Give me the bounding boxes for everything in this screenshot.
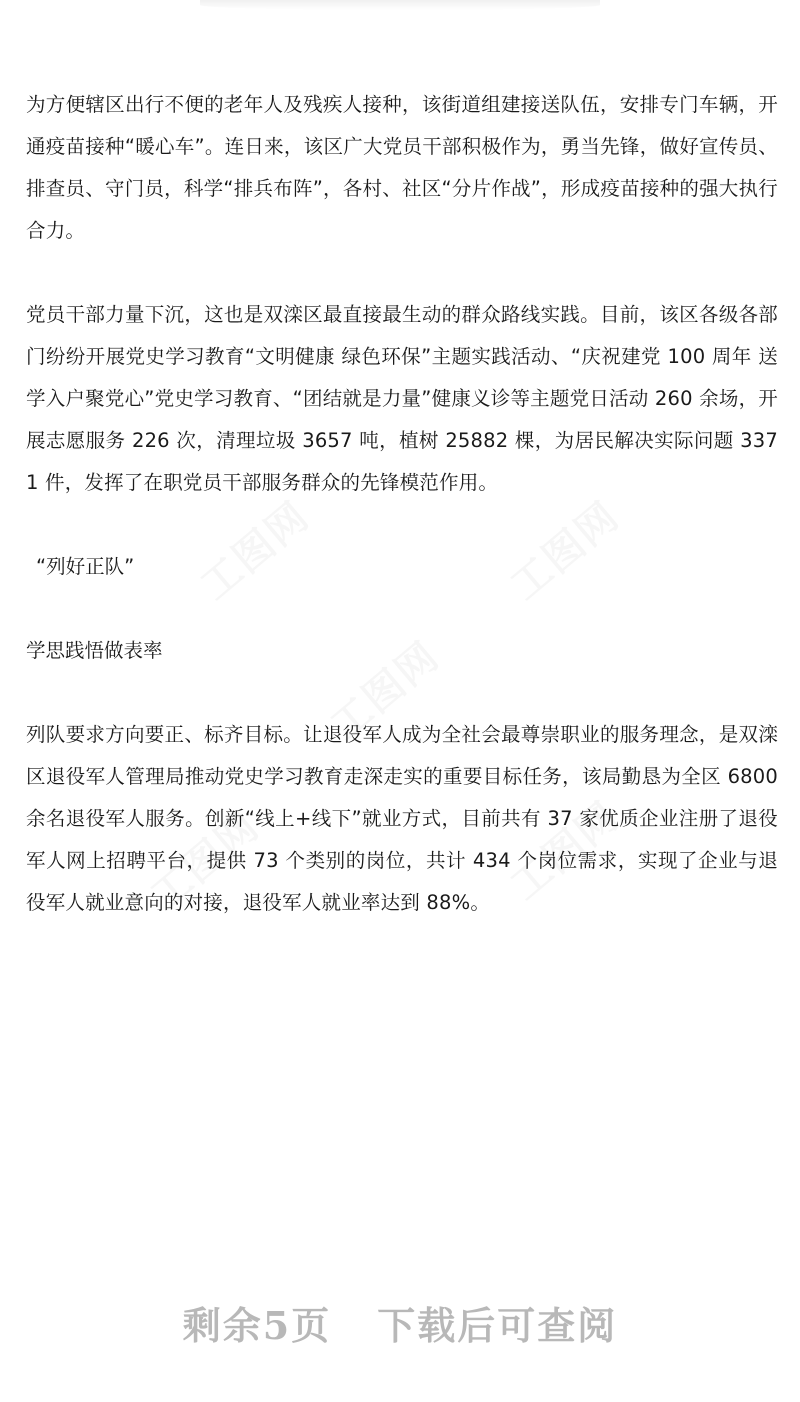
document-body	[26, 84, 778, 924]
paragraph-veterans: 列队要求方向要正、标齐目标。让退役军人成为全社会最尊崇职业的服务理念，是双滦区退役军人管理局推动党史学习教育走深走实的重要目标任务，该局勤恳为全区 6800 余名退役军人服务。创新“线上+线下”就业方式，目前共有 37 家优质企业注册了退役军人网上招聘平台，提供 73 个类别的岗位，共计 434 个岗位需求，实现了企业与退役军人就业意向的对接，退役军人就业率达到 88%。	[26, 723, 778, 914]
paragraph-party-activities: 党员干部力量下沉，这也是双滦区最直接最生动的群众路线实践。目前，该区各级各部门纷纷开展党史学习教育“文明健康 绿色环保”主题实践活动、“庆祝建党 100 周年 送学入户聚党心”党史学习教育、“团结就是力量”健康义诊等主题党日活动 260 余场，开展志愿服务 226 次，清理垃圾 3657 吨，植树 25882 棵，为居民解决实际问题 3371 件，发挥了在职党员干部服务群众的先锋模范作用。	[26, 303, 778, 494]
download-to-view-label: 下载后可查阅	[377, 1303, 618, 1348]
section-heading: “列好正队”	[36, 555, 135, 578]
remaining-pages-label: 剩余5页	[182, 1303, 332, 1348]
paragraph-vaccination: 为方便辖区出行不便的老年人及残疾人接种，该街道组建接送队伍，安排专门车辆，开通疫苗接种“暖心车”。连日来，该区广大党员干部积极作为，勇当先锋，做好宣传员、排查员、守门员，科学“排兵布阵”，各村、社区“分片作战”，形成疫苗接种的强大执行合力。	[26, 93, 778, 242]
top-shadow	[200, 0, 600, 10]
section-subheading: 学思践悟做表率	[26, 639, 163, 662]
download-banner[interactable]	[0, 1298, 800, 1354]
